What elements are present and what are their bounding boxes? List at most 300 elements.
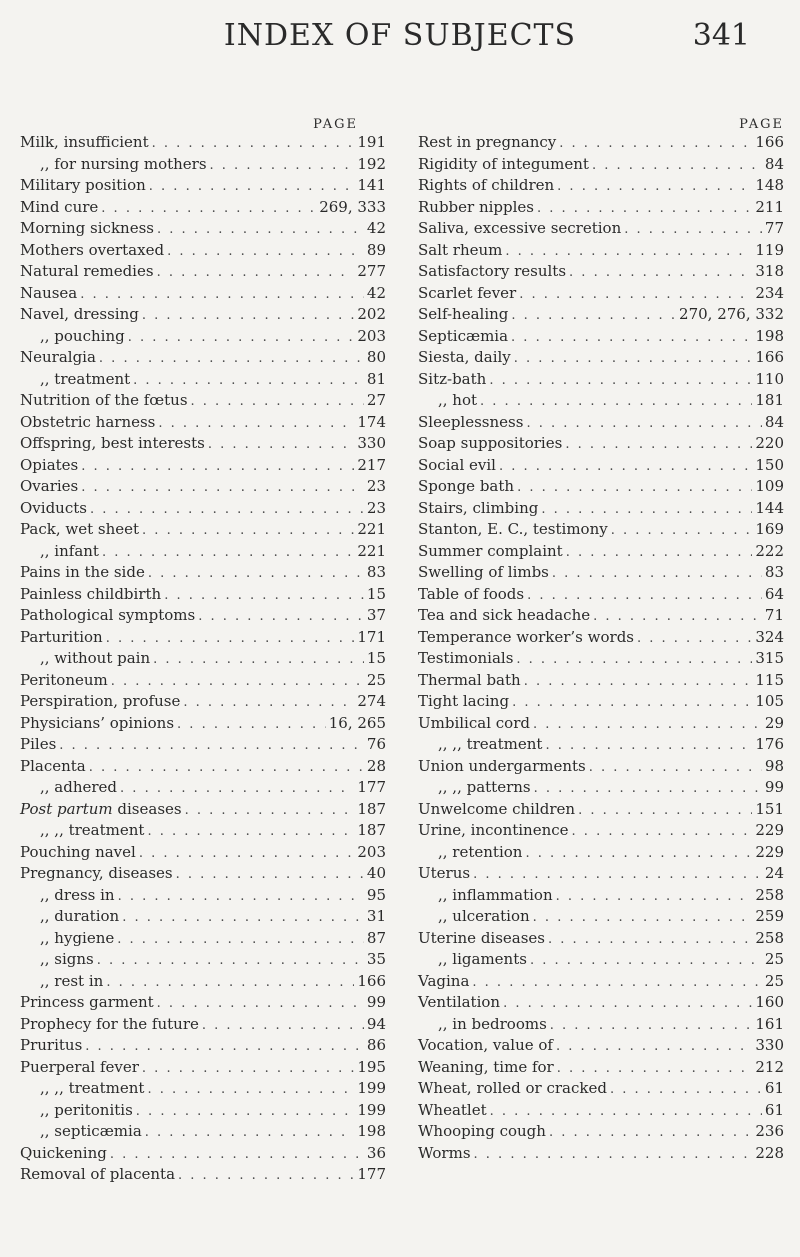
entry-label: Prophecy for the future	[20, 1014, 199, 1033]
entry-page: 87	[366, 928, 386, 947]
entry-label: Mind cure	[20, 197, 99, 216]
index-column-left	[20, 118, 386, 1186]
entry-label: ,, infant	[40, 541, 99, 560]
index-column-right	[418, 118, 784, 1164]
index-entry	[418, 691, 784, 713]
dot-leader	[549, 1122, 752, 1144]
entry-label: Temperance worker’s words	[418, 627, 634, 646]
index-entry	[20, 734, 386, 756]
dot-leader	[517, 477, 752, 499]
entry-label: Thermal bath	[418, 670, 521, 689]
dot-leader	[177, 714, 326, 736]
index-entry	[418, 799, 784, 821]
entry-page: 195	[357, 1057, 386, 1076]
dot-leader	[514, 348, 753, 370]
index-entry	[418, 476, 784, 498]
entry-page: 84	[764, 412, 784, 431]
entry-label: Unwelcome children	[418, 799, 576, 818]
entry-page: 83	[764, 563, 784, 581]
entry-label: Obstetric harness	[20, 412, 156, 431]
entry-page: 203	[357, 842, 386, 861]
entry-label: ,, hot	[438, 391, 478, 409]
dot-leader	[611, 520, 753, 542]
dot-leader	[511, 305, 676, 327]
dot-leader	[191, 391, 364, 413]
entry-label: Swelling of limbs	[418, 563, 549, 581]
entry-label: Stairs, climbing	[418, 498, 539, 517]
dot-leader	[505, 241, 752, 263]
entry-page: 119	[755, 240, 784, 259]
entry-page: 148	[755, 176, 784, 194]
index-entry	[418, 928, 784, 950]
index-entry	[418, 863, 784, 885]
entry-label: Morning sickness	[20, 219, 154, 237]
index-entry	[418, 1143, 784, 1165]
entry-label: ,, retention	[438, 842, 523, 861]
entry-label: Uterine diseases	[418, 928, 546, 947]
entry-label: Rubber nipples	[418, 197, 535, 216]
dot-leader	[210, 155, 355, 177]
entry-page: 25	[764, 950, 784, 968]
entry-label: Salt rheum	[418, 240, 503, 259]
entry-page: 258	[755, 885, 784, 904]
entry-page: 99	[366, 993, 386, 1011]
index-entry	[418, 842, 784, 864]
index-entry	[20, 1078, 386, 1100]
entry-page: 28	[366, 756, 386, 775]
index-entry	[20, 648, 386, 670]
dot-leader	[148, 563, 364, 585]
entry-label: Wheat, rolled or cracked	[418, 1079, 607, 1097]
page-header	[0, 18, 800, 78]
entry-label: Whooping cough	[418, 1122, 546, 1140]
dot-leader	[525, 843, 752, 865]
entry-page: 95	[366, 885, 386, 904]
dot-leader	[198, 606, 364, 628]
index-entry	[418, 1121, 784, 1143]
index-entry	[20, 390, 386, 412]
dot-leader	[512, 692, 752, 714]
index-entry	[20, 347, 386, 369]
entry-label: ,, hygiene	[40, 928, 115, 947]
entry-page: 24	[764, 864, 784, 882]
index-entry	[418, 885, 784, 907]
dot-leader	[133, 370, 364, 392]
column-heading: PAGE	[739, 117, 784, 132]
dot-leader	[530, 950, 762, 972]
entry-label: Septicæmia	[418, 326, 509, 345]
entry-page: 105	[755, 692, 784, 710]
entry-page: 277	[357, 262, 386, 280]
index-entry	[20, 756, 386, 778]
dot-leader	[158, 413, 354, 435]
dot-leader	[142, 1058, 354, 1080]
entry-label: Urine, incontinence	[418, 821, 569, 839]
entry-label: Natural remedies	[20, 262, 154, 280]
index-entry	[418, 304, 784, 326]
dot-leader	[593, 606, 762, 628]
dot-leader	[106, 628, 355, 650]
dot-leader	[473, 864, 762, 886]
column-heading: PAGE	[313, 117, 358, 132]
entry-list	[20, 132, 386, 1186]
entry-label: Worms	[418, 1143, 471, 1162]
entry-label: Wheatlet	[418, 1100, 487, 1119]
entry-label: Rights of children	[418, 176, 555, 194]
entry-label: Sponge bath	[418, 477, 515, 495]
index-entry	[418, 541, 784, 563]
entry-page: 318	[755, 262, 784, 280]
dot-leader	[552, 563, 762, 585]
index-entry	[418, 218, 784, 240]
index-entry	[418, 498, 784, 520]
entry-label: Navel, dressing	[20, 305, 139, 323]
index-entry	[20, 175, 386, 197]
entry-label: ,, inflammation	[438, 885, 553, 904]
dot-leader	[511, 327, 752, 349]
index-entry	[20, 562, 386, 584]
entry-page: 15	[366, 649, 386, 667]
dot-leader	[503, 993, 752, 1015]
entry-label: ,, pouching	[40, 326, 125, 345]
entry-page: 160	[755, 993, 784, 1011]
entry-page: 177	[357, 1165, 386, 1183]
entry-page: 80	[366, 348, 386, 366]
entry-label: Satisfactory results	[418, 262, 567, 280]
entry-page: 35	[366, 950, 386, 968]
entry-label: Siesta, daily	[418, 348, 511, 366]
index-entry	[418, 949, 784, 971]
entry-page: 198	[755, 326, 784, 345]
index-entry	[418, 154, 784, 176]
index-entry	[418, 670, 784, 692]
entry-label: Removal of placenta	[20, 1165, 176, 1183]
index-entry	[418, 347, 784, 369]
entry-label: Pregnancy, diseases	[20, 864, 173, 882]
entry-label: Pathological symptoms	[20, 606, 196, 624]
entry-label: Stanton, E. C., testimony	[418, 520, 608, 538]
dot-leader	[545, 735, 752, 757]
entry-label: ,, ulceration	[438, 907, 530, 925]
entry-page: 94	[366, 1014, 386, 1033]
entry-page: 187	[357, 821, 386, 839]
dot-leader	[637, 628, 752, 650]
entry-page: 166	[755, 348, 784, 366]
dot-leader	[516, 649, 752, 671]
index-entry	[418, 326, 784, 348]
entry-label: Puerperal fever	[20, 1057, 139, 1076]
dot-leader	[550, 1015, 753, 1037]
index-entry	[20, 691, 386, 713]
index-entry	[20, 455, 386, 477]
entry-page: 222	[755, 541, 784, 560]
entry-page: 192	[357, 154, 386, 173]
entry-label: Weaning, time for	[418, 1057, 554, 1076]
entry-page: 27	[366, 391, 386, 409]
entry-label: Piles	[20, 735, 57, 753]
entry-page: 150	[755, 455, 784, 474]
index-entry	[20, 885, 386, 907]
entry-label: ,, ,, treatment	[438, 735, 543, 753]
entry-page: 211	[755, 197, 784, 216]
entry-label: Placenta	[20, 756, 86, 775]
dot-leader	[136, 1101, 355, 1123]
dot-leader	[557, 1058, 753, 1080]
entry-label: Pains in the side	[20, 563, 145, 581]
dot-leader	[556, 886, 753, 908]
entry-page: 169	[755, 520, 784, 538]
index-entry	[418, 455, 784, 477]
entry-label: Perspiration, profuse	[20, 692, 181, 710]
entry-label: Mothers overtaxed	[20, 240, 165, 259]
index-entry	[418, 820, 784, 842]
entry-label: ,, adhered	[40, 778, 118, 796]
entry-page: 115	[755, 670, 784, 689]
dot-leader	[541, 499, 752, 521]
entry-page: 229	[755, 821, 784, 839]
index-entry	[20, 992, 386, 1014]
entry-page: 177	[357, 778, 386, 796]
dot-leader	[610, 1079, 762, 1101]
entry-page: 203	[357, 326, 386, 345]
dot-leader	[139, 843, 355, 865]
index-entry	[20, 304, 386, 326]
entry-page: 234	[755, 283, 784, 302]
entry-page: 141	[357, 176, 386, 194]
entry-page: 315	[755, 649, 784, 667]
index-entry	[418, 412, 784, 434]
index-entry	[20, 1035, 386, 1057]
entry-page: 166	[357, 971, 386, 990]
index-entry	[20, 519, 386, 541]
entry-page: 40	[366, 864, 386, 882]
index-entry	[20, 1100, 386, 1122]
dot-leader	[183, 692, 354, 714]
index-entry	[418, 906, 784, 928]
entry-label: Ventilation	[418, 993, 501, 1011]
entry-page: 174	[357, 412, 386, 431]
entry-label: Nausea	[20, 283, 78, 302]
entry-page: 274	[357, 692, 386, 710]
index-entry	[418, 1057, 784, 1079]
index-entry	[418, 648, 784, 670]
entry-page: 109	[755, 477, 784, 495]
entry-label: Tight lacing	[418, 692, 510, 710]
dot-leader	[106, 972, 354, 994]
dot-leader	[534, 778, 762, 800]
entry-page: 202	[357, 305, 386, 323]
entry-label: Self-healing	[418, 305, 509, 323]
index-entry	[418, 519, 784, 541]
index-entry	[20, 476, 386, 498]
dot-leader	[202, 1015, 364, 1037]
index-entry	[418, 713, 784, 735]
entry-page: 16, 265	[328, 713, 386, 732]
dot-leader	[111, 671, 364, 693]
dot-leader	[489, 370, 752, 392]
entry-page: 86	[366, 1036, 386, 1054]
index-entry	[20, 584, 386, 606]
dot-leader	[157, 219, 364, 241]
dot-leader	[178, 1165, 354, 1187]
dot-leader	[101, 198, 316, 220]
entry-label: ,, for nursing mothers	[40, 154, 207, 173]
entry-label: ,, signs	[40, 950, 94, 968]
dot-leader	[624, 219, 762, 241]
entry-page: 269, 333	[319, 197, 386, 216]
index-entry	[20, 1143, 386, 1165]
dot-leader	[117, 929, 364, 951]
entry-label: ,, septicæmia	[40, 1122, 142, 1140]
entry-page: 199	[357, 1100, 386, 1119]
entry-page: 176	[755, 735, 784, 753]
index-entry	[20, 670, 386, 692]
index-entry	[20, 369, 386, 391]
entry-label: Summer complaint	[418, 541, 563, 560]
index-entry	[20, 154, 386, 176]
entry-label: Ovaries	[20, 477, 79, 495]
dot-leader	[176, 864, 364, 886]
entry-label: ,, rest in	[40, 971, 104, 990]
entry-list	[418, 132, 784, 1164]
entry-label: ,, treatment	[40, 369, 131, 388]
index-entry	[20, 541, 386, 563]
index-entry	[418, 627, 784, 649]
dot-leader	[102, 542, 354, 564]
dot-leader	[185, 800, 355, 822]
entry-label-italic: Post partum	[20, 799, 113, 818]
dot-leader	[559, 133, 752, 155]
entry-label: Parturition	[20, 627, 103, 646]
index-entry	[418, 1078, 784, 1100]
entry-page: 99	[764, 778, 784, 796]
entry-label: Rigidity of integument	[418, 154, 589, 173]
index-entry	[20, 842, 386, 864]
index-entry	[418, 777, 784, 799]
entry-page: 23	[366, 498, 386, 517]
entry-page: 25	[764, 971, 784, 990]
entry-label: ,, dress in	[40, 885, 115, 904]
index-entry	[418, 971, 784, 993]
dot-leader	[97, 950, 364, 972]
index-entry	[418, 197, 784, 219]
entry-label: Offspring, best interests	[20, 434, 205, 452]
dot-leader	[533, 907, 753, 929]
entry-label: Military position	[20, 176, 146, 194]
entry-label: Painless childbirth	[20, 584, 162, 603]
entry-page: 71	[764, 606, 784, 624]
index-entry	[20, 863, 386, 885]
dot-leader	[589, 757, 762, 779]
index-entry	[418, 433, 784, 455]
index-entry	[418, 584, 784, 606]
entry-label: ,, ,, treatment	[40, 821, 145, 839]
entry-label: Scarlet fever	[418, 283, 517, 302]
index-entry	[20, 777, 386, 799]
entry-label: ,, peritonitis	[40, 1100, 133, 1119]
dot-leader	[142, 520, 354, 542]
dot-leader	[572, 821, 753, 843]
entry-label: Nutrition of the fœtus	[20, 391, 188, 409]
entry-label: Oviducts	[20, 498, 87, 517]
dot-leader	[565, 434, 752, 456]
entry-page: 217	[357, 455, 386, 474]
entry-page: 144	[755, 498, 784, 517]
entry-page: 270, 276, 332	[679, 305, 784, 323]
index-entry	[418, 283, 784, 305]
entry-label: Saliva, excessive secretion	[418, 219, 622, 237]
entry-page: 191	[357, 133, 386, 151]
index-entry	[20, 498, 386, 520]
entry-page: 36	[366, 1143, 386, 1162]
dot-leader	[152, 133, 355, 155]
entry-page: 76	[366, 735, 386, 753]
entry-label: Tea and sick headache	[418, 606, 591, 624]
dot-leader	[164, 585, 364, 607]
entry-label: Pack, wet sheet	[20, 520, 140, 538]
dot-leader	[122, 907, 364, 929]
index-entry	[418, 132, 784, 154]
entry-page: 199	[357, 1079, 386, 1097]
entry-label: Sleeplessness	[418, 412, 524, 431]
index-entry	[20, 906, 386, 928]
dot-leader	[578, 800, 752, 822]
dot-leader	[167, 241, 364, 263]
entry-page: 37	[366, 606, 386, 624]
entry-label: Neuralgia	[20, 348, 96, 366]
index-entry	[418, 756, 784, 778]
dot-leader	[89, 757, 364, 779]
entry-label: ,, in bedrooms	[438, 1014, 547, 1033]
dot-leader	[527, 585, 762, 607]
dot-leader	[592, 155, 762, 177]
entry-label: Pruritus	[20, 1036, 83, 1054]
index-entry	[20, 412, 386, 434]
dot-leader	[153, 649, 364, 671]
index-entry	[20, 197, 386, 219]
dot-leader	[128, 327, 355, 349]
entry-page: 212	[755, 1057, 784, 1076]
dot-leader	[519, 284, 752, 306]
entry-page: 330	[755, 1036, 784, 1054]
index-entry	[418, 562, 784, 584]
dot-leader	[548, 929, 752, 951]
index-entry	[418, 175, 784, 197]
entry-label: Quickening	[20, 1143, 107, 1162]
dot-leader	[556, 1036, 752, 1058]
dot-leader	[145, 1122, 355, 1144]
entry-page: 15	[366, 584, 386, 603]
index-entry	[418, 1035, 784, 1057]
dot-leader	[480, 391, 752, 413]
dot-leader	[499, 456, 752, 478]
index-entry	[418, 240, 784, 262]
entry-label: Physicians’ opinions	[20, 713, 175, 732]
index-entry	[20, 713, 386, 735]
index-entry	[20, 928, 386, 950]
dot-leader	[99, 348, 364, 370]
entry-page: 258	[755, 928, 784, 947]
entry-label: ,, ,, treatment	[40, 1079, 145, 1097]
entry-label: Rest in pregnancy	[418, 133, 557, 151]
index-entry	[20, 283, 386, 305]
entry-label-text: diseases	[112, 799, 182, 818]
entry-label: Testimonials	[418, 649, 514, 667]
entry-page: 61	[764, 1079, 784, 1097]
entry-page: 42	[366, 283, 386, 302]
page-title: INDEX OF SUBJECTS	[223, 18, 577, 53]
dot-leader	[157, 993, 364, 1015]
